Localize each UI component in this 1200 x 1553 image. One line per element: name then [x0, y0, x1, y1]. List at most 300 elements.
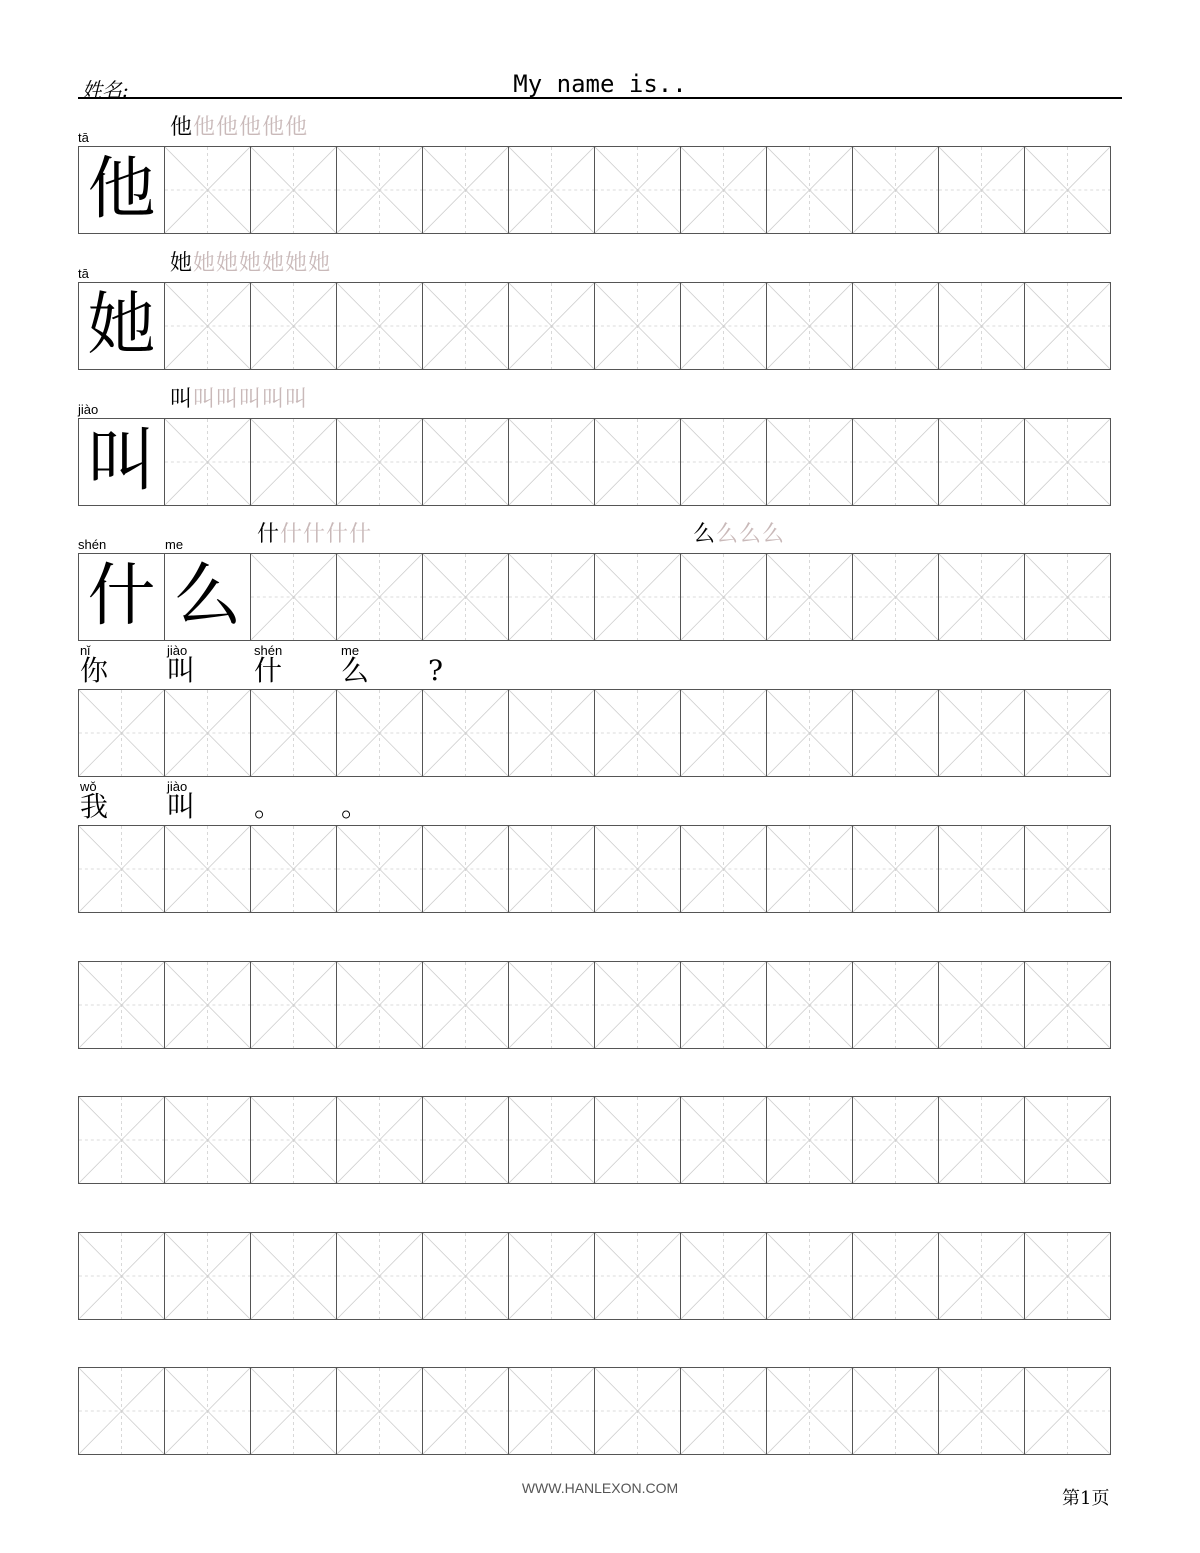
practice-cell[interactable]	[508, 689, 595, 777]
practice-cell[interactable]	[164, 961, 251, 1049]
practice-cell[interactable]	[938, 418, 1025, 506]
cell-guide-lines	[1025, 1368, 1110, 1454]
practice-cell[interactable]	[508, 282, 595, 370]
cell-guide-lines	[681, 1097, 766, 1183]
practice-cell[interactable]	[164, 1367, 251, 1455]
stroke-step-char: 叫	[239, 387, 263, 412]
model-character-cell	[78, 418, 165, 506]
practice-cell[interactable]	[594, 1367, 681, 1455]
practice-cell[interactable]	[766, 418, 853, 506]
practice-cell[interactable]	[938, 1367, 1025, 1455]
cell-guide-lines	[165, 962, 250, 1048]
cell-guide-lines	[767, 283, 852, 369]
practice-grid-row	[78, 418, 1111, 506]
cell-guide-lines	[939, 1233, 1024, 1319]
cell-guide-lines	[767, 1368, 852, 1454]
pinyin-label: jiào	[78, 402, 99, 417]
practice-cell[interactable]	[852, 1096, 939, 1184]
cell-guide-lines	[423, 147, 508, 233]
stroke-step-char: 她	[216, 251, 240, 276]
cell-guide-lines	[423, 1368, 508, 1454]
stroke-order-sequence	[170, 110, 308, 141]
practice-cell[interactable]	[1024, 418, 1111, 506]
practice-cell[interactable]	[680, 961, 767, 1049]
practice-cell[interactable]	[422, 689, 509, 777]
practice-cell[interactable]	[422, 553, 509, 641]
practice-grid-row	[78, 553, 1111, 641]
cell-guide-lines	[337, 690, 422, 776]
practice-cell[interactable]	[508, 1367, 595, 1455]
model-character: 么	[173, 557, 242, 636]
practice-cell[interactable]	[422, 418, 509, 506]
practice-grid-row	[78, 1096, 1111, 1184]
practice-cell[interactable]	[336, 1367, 423, 1455]
sentence-character: 。	[254, 790, 283, 823]
practice-cell[interactable]	[164, 689, 251, 777]
cell-guide-lines	[767, 1097, 852, 1183]
practice-cell[interactable]	[164, 146, 251, 234]
cell-guide-lines	[165, 419, 250, 505]
practice-cell[interactable]	[78, 825, 165, 913]
cell-guide-lines	[939, 283, 1024, 369]
cell-guide-lines	[423, 1233, 508, 1319]
cell-guide-lines	[509, 283, 594, 369]
practice-cell[interactable]	[594, 689, 681, 777]
cell-guide-lines	[939, 1097, 1024, 1183]
cell-guide-lines	[853, 554, 938, 640]
practice-cell[interactable]	[250, 961, 337, 1049]
practice-cell[interactable]	[852, 1367, 939, 1455]
stroke-step-char: 什	[303, 522, 327, 547]
cell-guide-lines	[595, 419, 680, 505]
cell-guide-lines	[681, 962, 766, 1048]
cell-guide-lines	[251, 962, 336, 1048]
sentence-character: 什	[254, 654, 283, 687]
cell-guide-lines	[767, 147, 852, 233]
cell-guide-lines	[939, 690, 1024, 776]
model-character: 叫	[87, 422, 156, 501]
stroke-step-char: 她	[308, 251, 332, 276]
cell-guide-lines	[251, 419, 336, 505]
cell-guide-lines	[423, 283, 508, 369]
practice-cell[interactable]	[680, 418, 767, 506]
cell-guide-lines	[595, 1097, 680, 1183]
practice-cell[interactable]	[422, 1367, 509, 1455]
practice-cell[interactable]	[250, 1096, 337, 1184]
practice-cell[interactable]	[766, 689, 853, 777]
cell-guide-lines	[681, 419, 766, 505]
cell-guide-lines	[681, 554, 766, 640]
model-character-cell	[78, 146, 165, 234]
practice-cell[interactable]	[508, 553, 595, 641]
practice-cell[interactable]	[766, 146, 853, 234]
model-character: 什	[87, 557, 156, 636]
practice-cell[interactable]	[164, 282, 251, 370]
practice-cell[interactable]	[938, 1232, 1025, 1320]
cell-guide-lines	[509, 1233, 594, 1319]
practice-cell[interactable]	[1024, 825, 1111, 913]
stroke-step-char: 叫	[285, 387, 309, 412]
cell-guide-lines	[681, 283, 766, 369]
stroke-step-char: 他	[216, 115, 240, 140]
practice-cell[interactable]	[852, 418, 939, 506]
cell-guide-lines	[767, 690, 852, 776]
cell-guide-lines	[595, 1233, 680, 1319]
cell-guide-lines	[939, 554, 1024, 640]
stroke-step-char: 她	[285, 251, 309, 276]
practice-cell[interactable]	[508, 825, 595, 913]
practice-cell[interactable]	[852, 282, 939, 370]
practice-cell[interactable]	[78, 961, 165, 1049]
practice-cell[interactable]	[938, 689, 1025, 777]
practice-cell[interactable]	[336, 146, 423, 234]
practice-cell[interactable]	[78, 689, 165, 777]
pinyin-label: tā	[78, 266, 89, 281]
practice-cell[interactable]	[766, 1367, 853, 1455]
cell-guide-lines	[595, 690, 680, 776]
practice-cell[interactable]	[250, 825, 337, 913]
cell-guide-lines	[939, 147, 1024, 233]
cell-guide-lines	[509, 962, 594, 1048]
practice-cell[interactable]	[594, 282, 681, 370]
cell-guide-lines	[165, 1368, 250, 1454]
practice-cell[interactable]	[680, 1232, 767, 1320]
cell-guide-lines	[767, 962, 852, 1048]
sentence-pinyin: wǒ	[80, 779, 97, 794]
page-number: 第1页	[1062, 1488, 1110, 1509]
sentence-character: 你	[80, 654, 109, 687]
cell-guide-lines	[853, 826, 938, 912]
cell-guide-lines	[681, 1368, 766, 1454]
practice-cell[interactable]	[1024, 282, 1111, 370]
cell-guide-lines	[337, 283, 422, 369]
stroke-order-sequence	[170, 382, 308, 413]
cell-guide-lines	[595, 962, 680, 1048]
practice-grid-row	[78, 961, 1111, 1049]
practice-grid-row	[78, 146, 1111, 234]
cell-guide-lines	[165, 826, 250, 912]
cell-guide-lines	[939, 419, 1024, 505]
cell-guide-lines	[509, 147, 594, 233]
cell-guide-lines	[853, 283, 938, 369]
cell-guide-lines	[853, 1233, 938, 1319]
stroke-step-char: 什	[349, 522, 373, 547]
cell-guide-lines	[337, 826, 422, 912]
name-label: 姓名:	[82, 78, 129, 102]
cell-guide-lines	[165, 690, 250, 776]
pinyin-label: tā	[78, 130, 89, 145]
cell-guide-lines	[337, 147, 422, 233]
practice-cell[interactable]	[336, 1096, 423, 1184]
practice-cell[interactable]	[508, 961, 595, 1049]
practice-cell[interactable]	[766, 825, 853, 913]
stroke-step-char: 什	[257, 522, 281, 547]
stroke-step-char: 叫	[216, 387, 240, 412]
cell-guide-lines	[853, 690, 938, 776]
practice-cell[interactable]	[422, 146, 509, 234]
practice-cell[interactable]	[1024, 553, 1111, 641]
practice-cell[interactable]	[852, 825, 939, 913]
worksheet-title: My name is..	[513, 70, 687, 98]
practice-grid-row	[78, 1367, 1111, 1455]
practice-cell[interactable]	[594, 825, 681, 913]
cell-guide-lines	[1025, 147, 1110, 233]
practice-cell[interactable]	[938, 282, 1025, 370]
practice-cell[interactable]	[680, 282, 767, 370]
cell-guide-lines	[509, 1097, 594, 1183]
sentence-character: 叫	[167, 790, 196, 823]
practice-cell[interactable]	[680, 1367, 767, 1455]
practice-cell[interactable]	[1024, 1096, 1111, 1184]
stroke-step-char: 他	[239, 115, 263, 140]
cell-guide-lines	[1025, 1233, 1110, 1319]
cell-guide-lines	[509, 419, 594, 505]
stroke-step-char: 么	[762, 522, 786, 547]
practice-cell[interactable]	[852, 553, 939, 641]
practice-cell[interactable]	[422, 282, 509, 370]
practice-cell[interactable]	[1024, 146, 1111, 234]
practice-cell[interactable]	[1024, 1367, 1111, 1455]
stroke-step-char: 他	[262, 115, 286, 140]
practice-grid-row	[78, 689, 1111, 777]
pinyin-label: me	[165, 537, 184, 552]
practice-cell[interactable]	[852, 1232, 939, 1320]
practice-cell[interactable]	[594, 1232, 681, 1320]
practice-cell[interactable]	[594, 961, 681, 1049]
stroke-order-sequence	[257, 517, 372, 548]
sentence-pinyin: me	[341, 643, 360, 658]
cell-guide-lines	[251, 690, 336, 776]
practice-cell[interactable]	[508, 146, 595, 234]
practice-cell[interactable]	[336, 553, 423, 641]
cell-guide-lines	[337, 1233, 422, 1319]
stroke-step-char: 叫	[262, 387, 286, 412]
cell-guide-lines	[509, 826, 594, 912]
cell-guide-lines	[767, 826, 852, 912]
cell-guide-lines	[853, 1097, 938, 1183]
cell-guide-lines	[79, 1097, 164, 1183]
stroke-step-char: 什	[326, 522, 350, 547]
practice-cell[interactable]	[594, 553, 681, 641]
cell-guide-lines	[337, 419, 422, 505]
cell-guide-lines	[681, 826, 766, 912]
practice-cell[interactable]	[1024, 1232, 1111, 1320]
practice-cell[interactable]	[250, 282, 337, 370]
practice-cell[interactable]	[422, 1232, 509, 1320]
stroke-step-char: 叫	[193, 387, 217, 412]
pinyin-label: shén	[78, 537, 107, 552]
practice-grid-row	[78, 825, 1111, 913]
practice-cell[interactable]	[164, 1096, 251, 1184]
cell-guide-lines	[1025, 690, 1110, 776]
cell-guide-lines	[767, 1233, 852, 1319]
cell-guide-lines	[853, 419, 938, 505]
cell-guide-lines	[423, 554, 508, 640]
cell-guide-lines	[853, 962, 938, 1048]
practice-cell[interactable]	[938, 146, 1025, 234]
practice-cell[interactable]	[508, 1232, 595, 1320]
stroke-step-char: 她	[239, 251, 263, 276]
sentence-pinyin: shén	[254, 643, 283, 658]
stroke-step-char: 他	[285, 115, 309, 140]
practice-cell[interactable]	[766, 1096, 853, 1184]
cell-guide-lines	[165, 1097, 250, 1183]
practice-cell[interactable]	[938, 553, 1025, 641]
practice-cell[interactable]	[938, 1096, 1025, 1184]
cell-guide-lines	[337, 554, 422, 640]
practice-cell[interactable]	[508, 418, 595, 506]
stroke-step-char: 她	[193, 251, 217, 276]
sentence-character: 。	[341, 790, 370, 823]
cell-guide-lines	[1025, 962, 1110, 1048]
cell-guide-lines	[595, 826, 680, 912]
practice-cell[interactable]	[938, 825, 1025, 913]
practice-cell[interactable]	[680, 146, 767, 234]
practice-cell[interactable]	[422, 961, 509, 1049]
practice-cell[interactable]	[164, 418, 251, 506]
cell-guide-lines	[251, 283, 336, 369]
practice-cell[interactable]	[164, 825, 251, 913]
practice-cell[interactable]	[250, 689, 337, 777]
cell-guide-lines	[509, 554, 594, 640]
stroke-step-char: 么	[716, 522, 740, 547]
practice-cell[interactable]	[680, 689, 767, 777]
practice-grid-row	[78, 282, 1111, 370]
practice-cell[interactable]	[766, 1232, 853, 1320]
stroke-step-char: 么	[693, 522, 717, 547]
footer-url: WWW.HANLEXON.COM	[521, 1480, 679, 1496]
cell-guide-lines	[1025, 1097, 1110, 1183]
practice-cell[interactable]	[78, 1367, 165, 1455]
practice-cell[interactable]	[250, 1232, 337, 1320]
practice-cell[interactable]	[250, 146, 337, 234]
practice-cell[interactable]	[594, 418, 681, 506]
sentence-character: 叫	[167, 654, 196, 687]
sentence-pinyin: nǐ	[80, 643, 91, 658]
sentence-character: 么	[341, 654, 370, 687]
stroke-step-char: 她	[170, 251, 194, 276]
cell-guide-lines	[1025, 283, 1110, 369]
cell-guide-lines	[423, 962, 508, 1048]
practice-cell[interactable]	[250, 1367, 337, 1455]
practice-cell[interactable]	[336, 1232, 423, 1320]
practice-cell[interactable]	[1024, 961, 1111, 1049]
cell-guide-lines	[509, 1368, 594, 1454]
stroke-step-char: 他	[170, 115, 194, 140]
cell-guide-lines	[251, 1368, 336, 1454]
stroke-step-char: 叫	[170, 387, 194, 412]
cell-guide-lines	[251, 1233, 336, 1319]
practice-cell[interactable]	[78, 1096, 165, 1184]
cell-guide-lines	[595, 554, 680, 640]
practice-cell[interactable]	[336, 418, 423, 506]
cell-guide-lines	[79, 826, 164, 912]
cell-guide-lines	[251, 554, 336, 640]
cell-guide-lines	[853, 1368, 938, 1454]
cell-guide-lines	[939, 826, 1024, 912]
cell-guide-lines	[251, 826, 336, 912]
practice-cell[interactable]	[680, 553, 767, 641]
practice-cell[interactable]	[336, 282, 423, 370]
cell-guide-lines	[1025, 826, 1110, 912]
cell-guide-lines	[423, 826, 508, 912]
cell-guide-lines	[681, 1233, 766, 1319]
practice-cell[interactable]	[594, 146, 681, 234]
practice-cell[interactable]	[938, 961, 1025, 1049]
model-character: 她	[87, 286, 156, 365]
practice-cell[interactable]	[164, 1232, 251, 1320]
cell-guide-lines	[79, 690, 164, 776]
practice-cell[interactable]	[336, 689, 423, 777]
practice-cell[interactable]	[594, 1096, 681, 1184]
cell-guide-lines	[939, 1368, 1024, 1454]
practice-cell[interactable]	[852, 689, 939, 777]
sentence-character: 我	[80, 790, 109, 823]
cell-guide-lines	[767, 419, 852, 505]
stroke-order-sequence	[693, 517, 785, 548]
stroke-step-char: 他	[193, 115, 217, 140]
practice-cell[interactable]	[852, 961, 939, 1049]
practice-cell[interactable]	[78, 1232, 165, 1320]
practice-cell[interactable]	[422, 1096, 509, 1184]
model-character: 他	[87, 150, 156, 229]
sentence-pinyin: jiào	[167, 643, 188, 658]
cell-guide-lines	[595, 147, 680, 233]
cell-guide-lines	[79, 1368, 164, 1454]
practice-cell[interactable]	[1024, 689, 1111, 777]
practice-cell[interactable]	[508, 1096, 595, 1184]
cell-guide-lines	[423, 690, 508, 776]
practice-cell[interactable]	[766, 961, 853, 1049]
practice-cell[interactable]	[250, 418, 337, 506]
cell-guide-lines	[423, 419, 508, 505]
cell-guide-lines	[165, 147, 250, 233]
practice-cell[interactable]	[766, 553, 853, 641]
cell-guide-lines	[79, 1233, 164, 1319]
cell-guide-lines	[681, 690, 766, 776]
cell-guide-lines	[165, 283, 250, 369]
practice-cell[interactable]	[422, 825, 509, 913]
cell-guide-lines	[337, 1368, 422, 1454]
stroke-step-char: 什	[280, 522, 304, 547]
practice-cell[interactable]	[680, 1096, 767, 1184]
practice-cell[interactable]	[852, 146, 939, 234]
model-character-cell	[78, 282, 165, 370]
cell-guide-lines	[853, 147, 938, 233]
practice-cell[interactable]	[336, 961, 423, 1049]
cell-guide-lines	[1025, 419, 1110, 505]
stroke-step-char: 她	[262, 251, 286, 276]
model-character-cell	[78, 553, 165, 641]
header-underline	[78, 97, 1122, 99]
model-character-cell	[164, 553, 251, 641]
stroke-order-sequence	[170, 246, 331, 277]
practice-cell[interactable]	[336, 825, 423, 913]
stroke-step-char: 么	[739, 522, 763, 547]
cell-guide-lines	[595, 283, 680, 369]
cell-guide-lines	[337, 962, 422, 1048]
cell-guide-lines	[251, 147, 336, 233]
practice-cell[interactable]	[250, 553, 337, 641]
cell-guide-lines	[165, 1233, 250, 1319]
cell-guide-lines	[509, 690, 594, 776]
cell-guide-lines	[1025, 554, 1110, 640]
cell-guide-lines	[767, 554, 852, 640]
practice-cell[interactable]	[766, 282, 853, 370]
cell-guide-lines	[251, 1097, 336, 1183]
practice-cell[interactable]	[680, 825, 767, 913]
cell-guide-lines	[939, 962, 1024, 1048]
